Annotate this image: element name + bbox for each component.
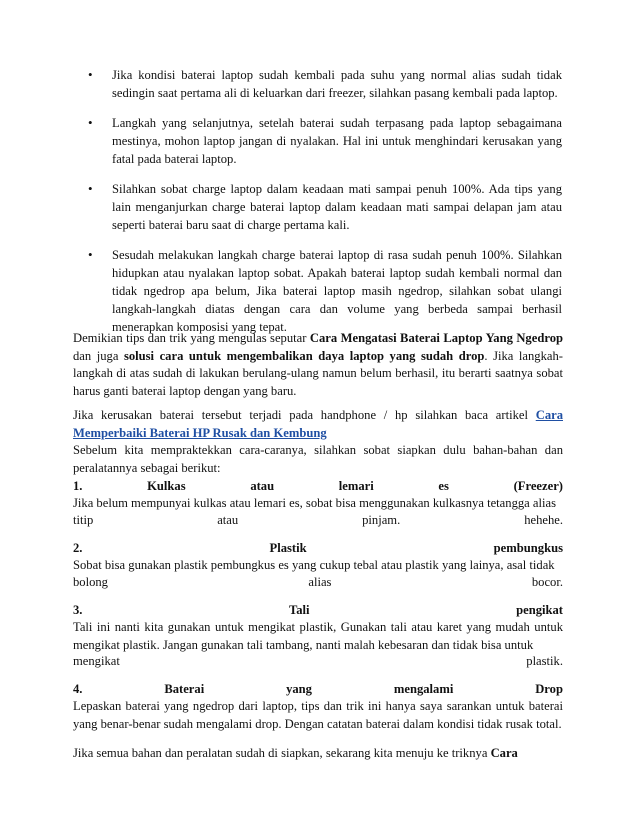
item-heading-rope: 3. Tali pengikat	[73, 603, 563, 617]
item-body-battery: Lepaskan baterai yang ngedrop dari laptop, tips dan trik ini hanya saya sarankan untuk baterai yang benar-benar sudah mengalami drop. Dengan catatan baterai dalam kondisi tidak rusak total.	[73, 699, 563, 731]
closing-paragraph: Jika semua bahan dan peralatan sudah di siapkan, sekarang kita menuju ke triknya Cara	[73, 746, 518, 760]
article-link[interactable]: Cara Memperbaiki Baterai HP Rusak dan Kembung	[73, 408, 563, 440]
item-body-plastic: Sobat bisa gunakan plastik pembungkus es yang cukup tebal atau plastik yang lainya, asal tidak	[73, 558, 555, 572]
item-body-fridge-last-line: titip atau pinjam. hehehe.	[73, 513, 563, 527]
instruction-list	[88, 66, 562, 348]
item-heading-battery: 4. Baterai yang mengalami Drop	[73, 682, 563, 696]
item-body-fridge: Jika belum mempunyai kulkas atau lemari es, sobat bisa menggunakan kulkasnya tetangga alias	[73, 496, 556, 510]
list-item: • Jika kondisi baterai laptop sudah kembali pada suhu yang normal alias sudah tidak sedingin saat pertama ali di keluarkan dari freezer, silahkan pasang kembali pada laptop.	[88, 67, 562, 100]
list-item: • Langkah yang selanjutnya, setelah baterai sudah terpasang pada laptop sebagaimana mestinya, mohon laptop jangan di nyalakan. Hal ini untuk menghindari kerusakan yang fatal pada baterai laptop.	[88, 115, 562, 166]
bullet-icon: •	[88, 181, 93, 196]
list-item: • Silahkan sobat charge laptop dalam keadaan mati sampai penuh 100%. Ada tips yang lain menganjurkan charge baterai laptop dalam keadaan mati sampai delapan jam atau seperti baterai baru saat di charge pertama kali.	[88, 181, 562, 232]
hp-battery-paragraph: Jika kerusakan baterai tersebut terjadi pada handphone / hp silahkan baca artikel Cara Memperbaiki Baterai HP Rusak dan Kembung Sebelum kita mempraktekkan cara-caranya, silahkan sobat siapkan dulu bahan-bahan dan peralatannya sebagai berikut:	[73, 408, 563, 475]
item-body-rope-last-line: mengikat plastik.	[73, 654, 563, 668]
bullet-icon: •	[88, 247, 93, 262]
item-body-plastic-last-line: bolong alias bocor.	[73, 575, 563, 589]
bullet-icon: •	[88, 67, 93, 82]
item-body-rope: Tali ini nanti kita gunakan untuk mengikat plastik, Gunakan tali atau karet yang mudah untuk mengikat plastik. Jangan gunakan tali tambang, nanti malah kebesaran dan tidak bisa untuk	[73, 620, 563, 652]
list-item: • Sesudah melakukan langkah charge baterai laptop di rasa sudah penuh 100%. Silahkan hidupkan atau nyalakan laptop sobat. Apakah baterai laptop sudah kembali normal dan tidak ngedrop apa belum, Jika baterai laptop masih ngedrop, silahkan sobat ulangi langkah-langkah diatas dengan cara dan volume yang berbeda sampai berhasil menerapkan komposisi yang tepat.	[88, 247, 562, 334]
item-heading-plastic: 2. Plastik pembungkus	[73, 541, 563, 555]
item-heading-fridge: 1. Kulkas atau lemari es (Freezer)	[73, 479, 563, 493]
summary-paragraph: Demikian tips dan trik yang mengulas seputar Cara Mengatasi Baterai Laptop Yang Ngedrop dan juga solusi cara untuk mengembalikan daya laptop yang sudah drop. Jika langkah-langkah di atas sudah di lakukan berulang-ulang namun belum berhasil, itu berarti saatnya sobat harus ganti baterai laptop dengan yang baru.	[73, 331, 563, 398]
bullet-icon: •	[88, 115, 93, 130]
